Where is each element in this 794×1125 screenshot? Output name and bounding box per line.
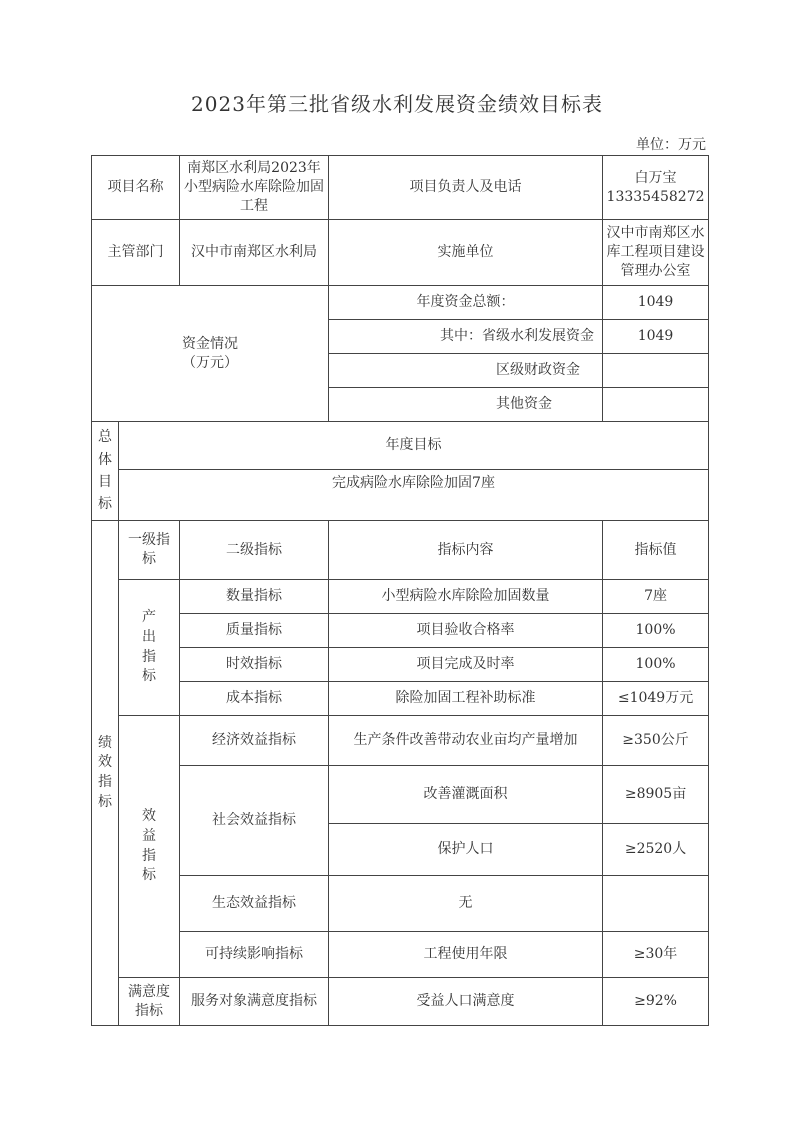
output-content-2: 项目验收合格率: [329, 614, 603, 648]
benefit-label: [119, 716, 180, 978]
overall-text: 完成病险水库除险加固7座: [119, 470, 709, 521]
benefit-economic-content: 生产条件改善带动农业亩均产量增加: [329, 716, 603, 766]
performance-table: [91, 155, 709, 1026]
funds-provincial-label: 其中：省级水利发展资金: [329, 320, 603, 354]
output-level2-4: 成本指标: [180, 682, 329, 716]
benefit-social-row-1: [92, 766, 709, 824]
funds-other-value: [603, 388, 709, 422]
overall-text-row: [92, 470, 709, 521]
funds-label-unit: （万元）: [182, 354, 238, 371]
benefit-social-value-2: ≥2520人: [603, 824, 709, 876]
benefit-economic-row: [92, 716, 709, 766]
output-row-4: [92, 682, 709, 716]
funds-district-value: [603, 354, 709, 388]
unit-label: 单位：万元: [636, 137, 706, 153]
output-content-3: 项目完成及时率: [329, 648, 603, 682]
funds-total-value: 1049: [603, 286, 709, 320]
output-value-2: 100%: [603, 614, 709, 648]
output-value-4: ≤1049万元: [603, 682, 709, 716]
satisfaction-value: ≥92%: [603, 978, 709, 1026]
benefit-ecological-value: [603, 876, 709, 932]
dept-row: [92, 220, 709, 286]
output-level2-1: 数量指标: [180, 580, 329, 614]
project-name-value: 南郑区水利局2023年小型病险水库除险加固工程: [180, 156, 329, 220]
funds-district-label: 区级财政资金: [329, 354, 603, 388]
output-value-1: 7座: [603, 580, 709, 614]
output-value-3: 100%: [603, 648, 709, 682]
overall-label: [92, 422, 119, 521]
dept-label: 主管部门: [92, 220, 180, 286]
output-label-text: 产出指标: [142, 609, 156, 685]
contact-label: 项目负责人及电话: [329, 156, 603, 220]
overall-header: 年度目标: [119, 422, 709, 470]
overall-header-row: [92, 422, 709, 470]
perf-label: [92, 521, 119, 1026]
project-name-label: 项目名称: [92, 156, 180, 220]
benefit-social-content-2: 保护人口: [329, 824, 603, 876]
benefit-economic-value: ≥350公斤: [603, 716, 709, 766]
impl-label: 实施单位: [329, 220, 603, 286]
benefit-social-content-1: 改善灌溉面积: [329, 766, 603, 824]
satisfaction-level2: 服务对象满意度指标: [180, 978, 329, 1026]
benefit-ecological-row: [92, 876, 709, 932]
output-level2-2: 质量指标: [180, 614, 329, 648]
header-content: 指标内容: [329, 521, 603, 580]
benefit-ecological-content: 无: [329, 876, 603, 932]
contact-value: 白万宝13335458272: [603, 156, 709, 220]
output-level2-3: 时效指标: [180, 648, 329, 682]
funds-label-text: 资金情况: [182, 335, 238, 352]
perf-header-row: [92, 521, 709, 580]
benefit-sustainable-content: 工程使用年限: [329, 932, 603, 978]
satisfaction-row: [92, 978, 709, 1026]
output-row-3: [92, 648, 709, 682]
output-label: [119, 580, 180, 716]
page-title: 2023年第三批省级水利发展资金绩效目标表: [191, 92, 603, 116]
benefit-ecological-level2: 生态效益指标: [180, 876, 329, 932]
benefit-sustainable-level2: 可持续影响指标: [180, 932, 329, 978]
benefit-social-level2: 社会效益指标: [180, 766, 329, 876]
perf-label-text: 绩效指标: [98, 734, 112, 810]
benefit-sustainable-row: [92, 932, 709, 978]
output-row-1: [92, 580, 709, 614]
funds-label: [92, 286, 329, 422]
funds-provincial-value: 1049: [603, 320, 709, 354]
overall-label-text: 总体目标: [98, 429, 112, 513]
funds-total-row: [92, 286, 709, 320]
benefit-label-text: 效益指标: [142, 808, 156, 884]
benefit-economic-level2: 经济效益指标: [180, 716, 329, 766]
impl-value: 汉中市南郑区水库工程项目建设管理办公室: [603, 220, 709, 286]
satisfaction-label: 满意度指标: [119, 978, 180, 1026]
dept-value: 汉中市南郑区水利局: [180, 220, 329, 286]
benefit-social-value-1: ≥8905亩: [603, 766, 709, 824]
satisfaction-content: 受益人口满意度: [329, 978, 603, 1026]
output-row-2: [92, 614, 709, 648]
funds-other-label: 其他资金: [329, 388, 603, 422]
project-row: [92, 156, 709, 220]
benefit-sustainable-value: ≥30年: [603, 932, 709, 978]
header-value: 指标值: [603, 521, 709, 580]
header-level2: 二级指标: [180, 521, 329, 580]
output-content-4: 除险加固工程补助标准: [329, 682, 603, 716]
funds-total-label: 年度资金总额：: [329, 286, 603, 320]
header-level1: 一级指标: [119, 521, 180, 580]
output-content-1: 小型病险水库除险加固数量: [329, 580, 603, 614]
